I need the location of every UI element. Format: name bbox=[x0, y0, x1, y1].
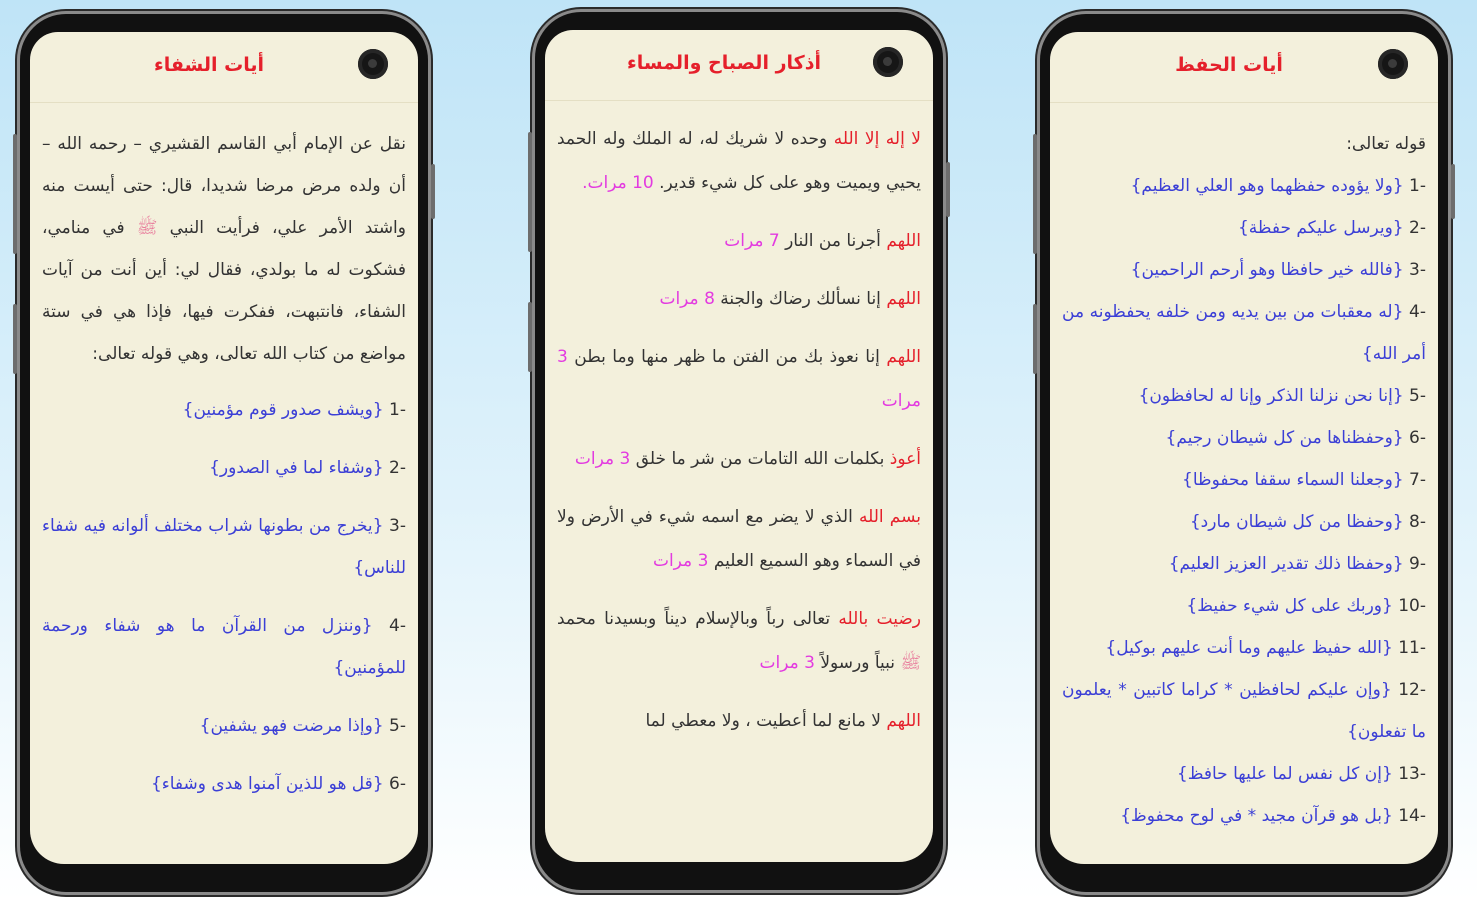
dhikr-item bbox=[557, 219, 921, 263]
dhikr-lead: رضيت بالله bbox=[838, 609, 921, 629]
dhikr-lead: لا إله إلا الله bbox=[833, 129, 921, 149]
dhikr-text: إنا نعوذ بك من الفتن ما ظهر منها وما بطن bbox=[574, 347, 880, 367]
verse-number: -2 bbox=[389, 458, 406, 478]
page-title: أذكار الصباح والمساء bbox=[627, 52, 821, 74]
dhikr-text: الذي لا يضر مع اسمه شيء في الأرض ولا في السماء وهو السميع العليم bbox=[557, 507, 921, 571]
dhikr-text: أجرنا من النار bbox=[785, 231, 881, 251]
intro-text-end: في منامي، فشكوت له ما بولدي، فقال لي: أين أنت من آيات الشفاء، فانتبهت، ففكرت فيها، فإذا هي في ستة مواضع من كتاب الله تعالى، وهي قوله تعالى: bbox=[42, 218, 406, 364]
dhikr-count: 8 مرات bbox=[659, 289, 715, 309]
dhikr-text: لا مانع لما أعطيت ، ولا معطي لما bbox=[645, 711, 881, 731]
dhikr-lead: اللهم bbox=[886, 231, 921, 251]
verse-text: {فالله خير حافظا وهو أرحم الراحمين} bbox=[1130, 260, 1404, 280]
app-header bbox=[545, 30, 933, 101]
verse-item bbox=[42, 605, 406, 689]
verse-item bbox=[42, 447, 406, 489]
verse-item bbox=[1062, 249, 1426, 291]
page-title: أيات الحفظ bbox=[1175, 54, 1283, 76]
verse-text: {وإذا مرضت فهو يشفين} bbox=[199, 716, 384, 736]
dhikr-item bbox=[557, 597, 921, 685]
verse-text: {وحفظناها من كل شيطان رجيم} bbox=[1165, 428, 1404, 448]
phone-frame-shifa bbox=[20, 14, 428, 892]
verse-item bbox=[42, 505, 406, 589]
front-camera-icon bbox=[873, 47, 903, 77]
verse-number: -4 bbox=[1409, 302, 1426, 322]
app-header bbox=[30, 32, 418, 103]
dhikr-text: بكلمات الله التامات من شر ما خلق bbox=[635, 449, 885, 469]
verse-text: {ويرسل عليكم حفظة} bbox=[1237, 218, 1404, 238]
front-camera-icon bbox=[358, 49, 388, 79]
verse-number: -1 bbox=[389, 400, 406, 420]
verse-item bbox=[1062, 543, 1426, 585]
dhikr-lead: اللهم bbox=[886, 289, 921, 309]
phone-frame-hifz bbox=[1040, 14, 1448, 892]
dhikr-text: تعالى رباً وبالإسلام ديناً وبسيدنا محمد bbox=[557, 609, 831, 629]
verse-item bbox=[1062, 501, 1426, 543]
verse-item bbox=[1062, 585, 1426, 627]
phone-side-button bbox=[431, 164, 435, 219]
verse-item bbox=[1062, 753, 1426, 795]
verse-item bbox=[42, 705, 406, 747]
verse-text: {الله حفيظ عليهم وما أنت عليهم بوكيل} bbox=[1105, 638, 1393, 658]
verse-text: {وننزل من القرآن ما هو شفاء ورحمة للمؤمنين} bbox=[42, 616, 406, 678]
verse-number: -10 bbox=[1398, 596, 1426, 616]
verse-item bbox=[1062, 459, 1426, 501]
verse-number: -12 bbox=[1398, 680, 1427, 700]
verse-number: -6 bbox=[1409, 428, 1426, 448]
phone-side-button bbox=[1451, 164, 1455, 219]
phone-side-button bbox=[946, 162, 950, 217]
verse-text: {له معقبات من بين يديه ومن خلفه يحفظونه من أمر الله} bbox=[1062, 302, 1426, 364]
verse-number: -5 bbox=[389, 716, 406, 736]
dhikr-lead: أعوذ bbox=[889, 449, 921, 469]
verse-number: -4 bbox=[389, 616, 406, 636]
verse-text: {إنا نحن نزلنا الذكر وإنا له لحافظون} bbox=[1138, 386, 1404, 406]
verse-number: -6 bbox=[389, 774, 406, 794]
verse-number: -5 bbox=[1409, 386, 1426, 406]
dhikr-count: 7 مرات bbox=[724, 231, 780, 251]
verse-number: -11 bbox=[1398, 638, 1426, 658]
verse-item bbox=[1062, 375, 1426, 417]
verse-number: -8 bbox=[1409, 512, 1426, 532]
verse-text: {وربك على كل شيء حفيظ} bbox=[1186, 596, 1393, 616]
dhikr-item bbox=[557, 335, 921, 423]
content-area[interactable] bbox=[30, 103, 418, 805]
dhikr-lead: اللهم bbox=[886, 711, 921, 731]
phone-screen[interactable] bbox=[1050, 32, 1438, 864]
verse-item bbox=[1062, 669, 1426, 753]
dhikr-text: نبياً ورسولاً bbox=[820, 653, 896, 673]
phone-screen[interactable] bbox=[30, 32, 418, 864]
dhikr-text: إنا نسألك رضاك والجنة bbox=[720, 289, 881, 309]
intro-text: نقل عن الإمام أبي القاسم القشيري – رحمه الله – أن ولده مرض مرضا شديدا، قال: حتى أيست منه واشتد الأمر علي، فرأيت النبي bbox=[42, 134, 406, 238]
verse-number: -1 bbox=[1409, 176, 1426, 196]
content-area[interactable] bbox=[1050, 103, 1438, 837]
dhikr-count: 3 مرات bbox=[652, 551, 709, 571]
dhikr-count: 3 مرات bbox=[574, 449, 631, 469]
verse-text: {وشفاء لما في الصدور} bbox=[209, 458, 384, 478]
intro-paragraph: قوله تعالى: bbox=[1346, 134, 1426, 154]
verse-item bbox=[1062, 165, 1426, 207]
verse-number: -13 bbox=[1398, 764, 1426, 784]
verse-number: -3 bbox=[389, 516, 406, 536]
verse-text: {بل هو قرآن مجيد * في لوح محفوظ} bbox=[1120, 806, 1393, 826]
salawat-symbol: ﷺ bbox=[900, 653, 921, 673]
dhikr-item bbox=[557, 437, 921, 481]
verse-number: -9 bbox=[1409, 554, 1426, 574]
verse-item bbox=[1062, 795, 1426, 837]
content-area[interactable] bbox=[545, 101, 933, 743]
dhikr-count: 3 مرات bbox=[557, 347, 921, 411]
verse-number: -7 bbox=[1409, 470, 1426, 490]
verse-text: {وحفظا ذلك تقدير العزيز العليم} bbox=[1168, 554, 1404, 574]
verse-item bbox=[1062, 291, 1426, 375]
dhikr-count: 3 مرات bbox=[759, 653, 815, 673]
verse-item bbox=[1062, 627, 1426, 669]
dhikr-lead: اللهم bbox=[886, 347, 922, 367]
intro-paragraph bbox=[42, 123, 406, 375]
verse-item bbox=[1062, 207, 1426, 249]
verse-item bbox=[42, 763, 406, 805]
verse-text: {ولا يؤوده حفظهما وهو العلي العظيم} bbox=[1130, 176, 1404, 196]
verse-text: {قل هو للذين آمنوا هدى وشفاء} bbox=[150, 774, 384, 794]
dhikr-item bbox=[557, 495, 921, 583]
dhikr-text: وحده لا شريك له، له الملك وله الحمد يحيي ويميت وهو على كل شيء قدير. bbox=[557, 129, 921, 193]
front-camera-icon bbox=[1378, 49, 1408, 79]
verse-text: {إن كل نفس لما عليها حافظ} bbox=[1176, 764, 1393, 784]
phone-screen[interactable] bbox=[545, 30, 933, 862]
verse-text: {ويشف صدور قوم مؤمنين} bbox=[182, 400, 384, 420]
verse-item bbox=[42, 389, 406, 431]
phone-frame-adhkar bbox=[535, 12, 943, 890]
dhikr-count: 10 مرات. bbox=[582, 173, 654, 193]
dhikr-lead: بسم الله bbox=[859, 507, 922, 527]
app-header bbox=[1050, 32, 1438, 103]
verse-text: {وإن عليكم لحافظين * كراما كاتبين * يعلمون ما تفعلون} bbox=[1062, 680, 1426, 742]
verse-text: {وحفظا من كل شيطان مارد} bbox=[1189, 512, 1404, 532]
page-title: أيات الشفاء bbox=[154, 54, 264, 76]
verse-item bbox=[1062, 417, 1426, 459]
verse-number: -3 bbox=[1409, 260, 1426, 280]
verse-text: {يخرج من بطونها شراب مختلف ألوانه فيه شفاء للناس} bbox=[42, 516, 406, 578]
dhikr-item bbox=[557, 117, 921, 205]
dhikr-item bbox=[557, 277, 921, 321]
verse-number: -14 bbox=[1398, 806, 1426, 826]
dhikr-item bbox=[557, 699, 921, 743]
verse-number: -2 bbox=[1409, 218, 1426, 238]
salawat-symbol: ﷺ bbox=[136, 218, 158, 238]
verse-text: {وجعلنا السماء سقفا محفوظا} bbox=[1182, 470, 1404, 490]
